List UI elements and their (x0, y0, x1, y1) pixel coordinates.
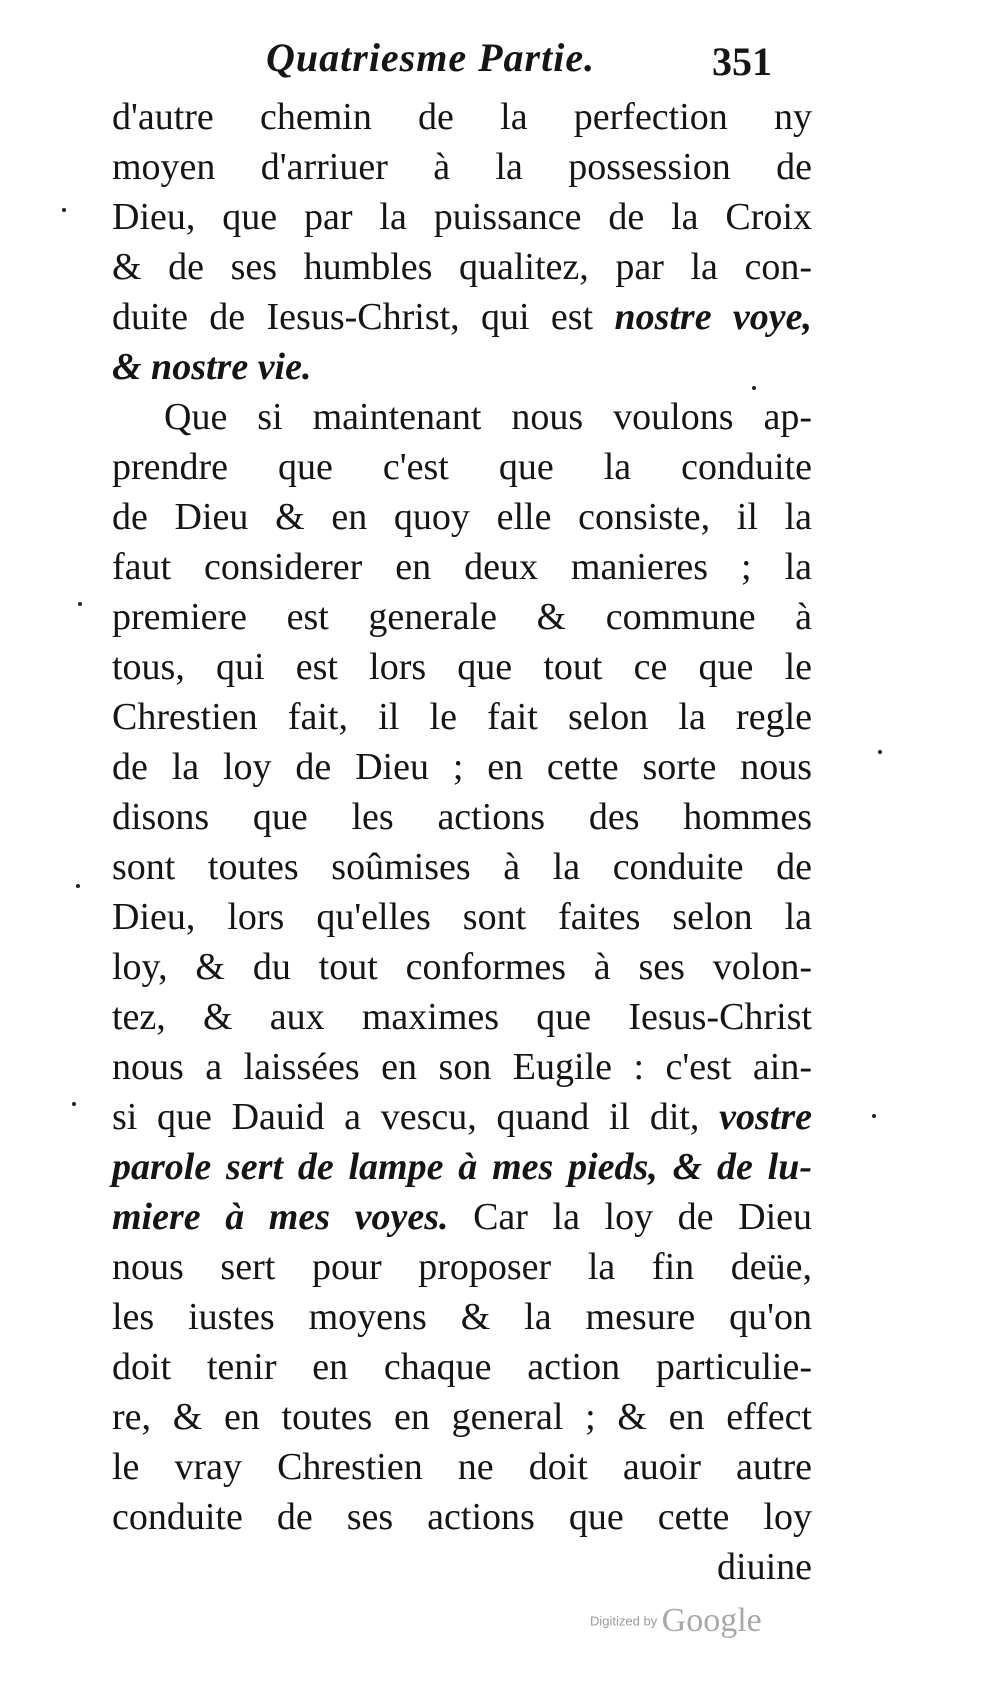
scan-speck (78, 602, 82, 606)
text-segment: premiere est generale & commune à (112, 596, 812, 638)
text-segment: tez, & aux maximes que Iesus-Christ (112, 996, 812, 1038)
text-line (112, 492, 812, 542)
text-line (112, 392, 812, 442)
text-segment: les iustes moyens & la mesure qu'on (112, 1296, 812, 1338)
text-segment: si que Dauid a vescu, quand il dit, (112, 1096, 720, 1138)
text-segment: & de ses humbles qualitez, par la con- (112, 246, 812, 288)
text-segment: loy, & du tout conformes à ses volon- (112, 946, 812, 988)
text-segment: Chrestien fait, il le fait selon la regle (112, 696, 812, 738)
body-text (112, 92, 812, 1592)
scan-speck (72, 1102, 76, 1106)
scan-speck (872, 1114, 876, 1118)
text-segment: de la loy de Dieu ; en cette sorte nous (112, 746, 812, 788)
text-line (112, 342, 812, 392)
scan-speck (878, 750, 882, 754)
text-line (112, 1542, 812, 1592)
text-line (112, 242, 812, 292)
italic-text: miere à mes voyes. (112, 1196, 449, 1238)
text-line (112, 1242, 812, 1292)
text-segment: prendre que c'est que la conduite (112, 446, 812, 488)
text-segment: Dieu, lors qu'elles sont faites selon la (112, 896, 812, 938)
text-line (112, 1392, 812, 1442)
scan-speck (62, 208, 66, 212)
text-line (112, 292, 812, 342)
text-line (112, 842, 812, 892)
text-segment: re, & en toutes en general ; & en effect (112, 1396, 812, 1438)
text-line (112, 1292, 812, 1342)
text-segment: sont toutes soûmises à la conduite de (112, 846, 812, 888)
text-line (112, 692, 812, 742)
text-line (112, 192, 812, 242)
text-segment: duite de Iesus-Christ, qui est (112, 296, 615, 338)
text-segment: Que si maintenant nous voulons ap- (164, 396, 812, 438)
italic-text: parole sert de lampe à mes pieds, & de lu- (112, 1146, 812, 1188)
text-segment: diuine (717, 1546, 812, 1588)
italic-text: vostre (719, 1096, 812, 1138)
text-segment: nous a laissées en son Eugile : c'est ain- (112, 1046, 812, 1088)
scan-speck (76, 884, 80, 888)
italic-text: nostre voye, (614, 296, 813, 338)
text-segment: disons que les actions des hommes (112, 796, 812, 838)
digitized-by-label: Digitized by (590, 1613, 658, 1629)
text-line (112, 792, 812, 842)
text-segment: faut considerer en deux manieres ; la (112, 546, 812, 588)
text-line (112, 1492, 812, 1542)
page-number: 351 (712, 39, 772, 84)
text-line (112, 1142, 812, 1192)
text-segment: doit tenir en chaque action particulie- (112, 1346, 812, 1388)
text-line (112, 992, 812, 1042)
text-line (112, 142, 812, 192)
text-line (112, 592, 812, 642)
digitized-by-google-watermark (590, 1602, 762, 1640)
text-segment: d'autre chemin de la perfection ny (112, 96, 812, 138)
text-line (112, 1192, 812, 1242)
text-segment: Car la loy de Dieu (448, 1196, 812, 1238)
text-segment: le vray Chrestien ne doit auoir autre (112, 1446, 812, 1488)
text-segment: conduite de ses actions que cette loy (112, 1496, 812, 1538)
text-segment: Dieu, que par la puissance de la Croix (112, 196, 812, 238)
text-line (112, 92, 812, 142)
text-segment: moyen d'arriuer à la possession de (112, 146, 812, 188)
scan-speck (752, 386, 756, 390)
google-logo: Google (661, 1602, 762, 1639)
text-line (112, 742, 812, 792)
text-line (112, 1442, 812, 1492)
text-line (112, 892, 812, 942)
text-line (112, 542, 812, 592)
text-line (112, 942, 812, 992)
text-line (112, 642, 812, 692)
text-segment: de Dieu & en quoy elle consiste, il la (112, 496, 812, 538)
running-header-title: Quatriesme Partie. (266, 35, 596, 80)
text-segment: tous, qui est lors que tout ce que le (112, 646, 812, 688)
text-line (112, 442, 812, 492)
italic-text: & nostre vie. (112, 346, 312, 388)
text-line (112, 1342, 812, 1392)
text-segment: nous sert pour proposer la fin deüe, (112, 1246, 812, 1288)
text-line (112, 1092, 812, 1142)
text-line (112, 1042, 812, 1092)
